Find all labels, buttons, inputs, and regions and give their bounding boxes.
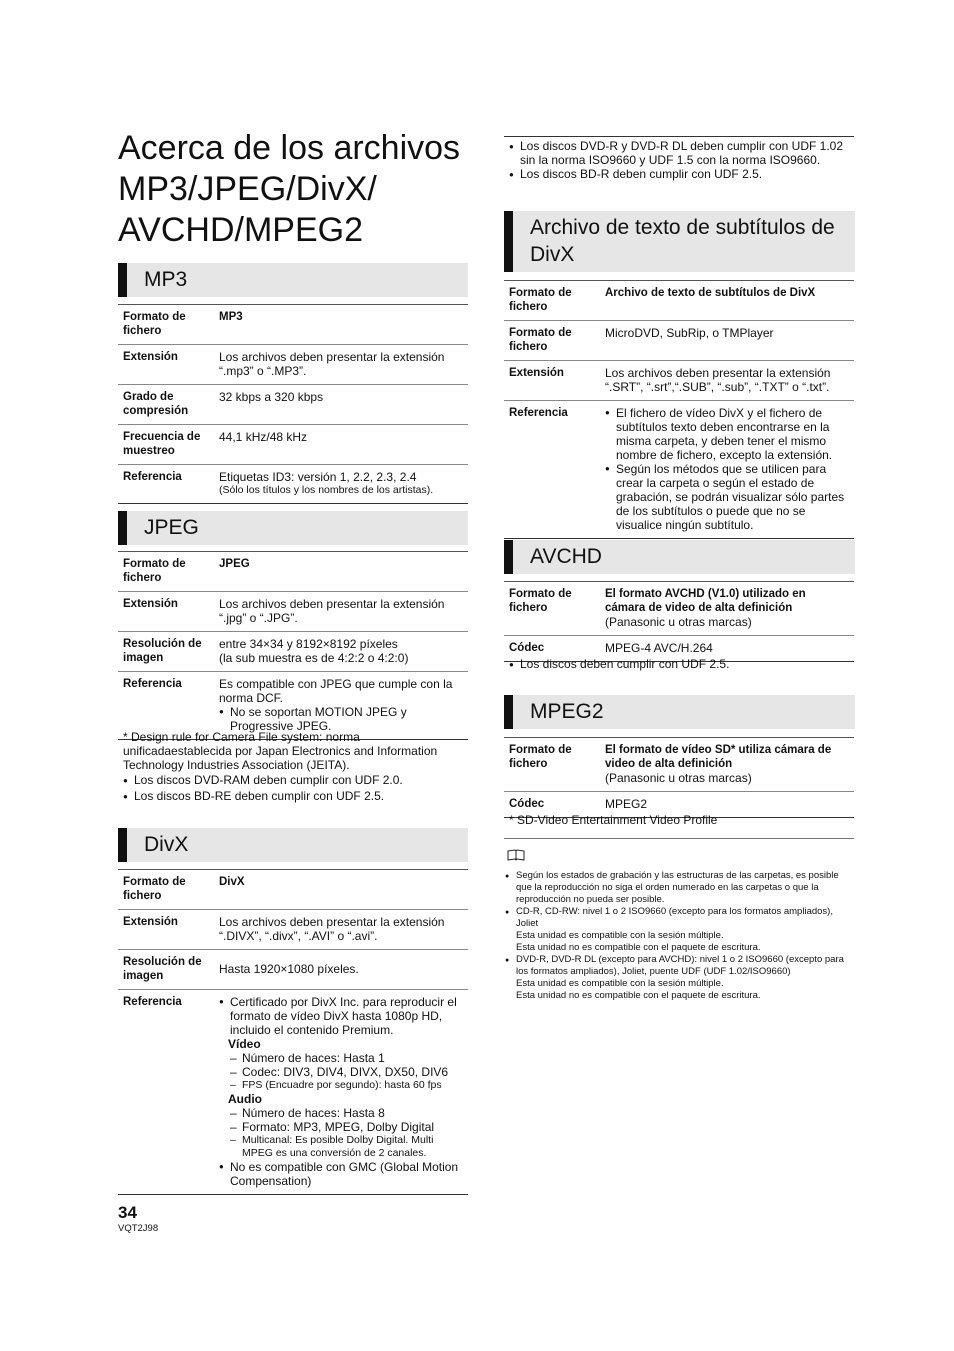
section-heading-avchd: AVCHD	[504, 540, 855, 574]
table-row: Formato de fichero El formato de vídeo SD* utiliza cámara de video de alta definición (Panasonic u otras marcas)	[504, 738, 854, 792]
jpeg-table	[118, 551, 468, 740]
table-row: Resolución de imagen entre 34×34 y 8192×8192 píxeles (la sub muestra es de 4:2:2 o 4:2:0)	[118, 632, 468, 672]
divider	[504, 136, 854, 137]
mp3-table	[118, 304, 468, 504]
table-row: Extensión Los archivos deben presentar la extensión “.DIVX”, “.divx”, “.AVI” o “.avi”.	[118, 910, 468, 950]
table-row: Referencia Etiquetas ID3: versión 1, 2.2, 2.3, 2.4 (Sólo los títulos y los nombres de los artistas).	[118, 465, 468, 504]
table-row: Formato de fichero El formato AVCHD (V1.0) utilizado en cámara de video de alta definición (Panasonic u otras marcas)	[504, 582, 854, 636]
table-row: Grado de compresión 32 kbps a 320 kbps	[118, 385, 468, 425]
table-row: Referencia ● Certificado por DivX Inc. para reproducir el formato de vídeo DivX hasta 1080p HD, incluido el contenido Premium. Vídeo – Número de haces: Hasta 1 – Codec: DIV3, DIV4, DIVX, DX50, DIV6 – FPS (Encuadre por segundo): hasta 60 fps Audio – Número de haces: Hasta 8 – Formato: MP3, MPEG, Dolby Digital – Multicanal: Es posible Dolby Digital. Multi MPEG es una conversión de 2 canales. ● No es compatible con GMC (Global Motion Compensation)	[118, 990, 468, 1195]
table-row: Extensión Los archivos deben presentar la extensión “.mp3” o “.MP3”.	[118, 345, 468, 385]
table-row: Resolución de imagen Hasta 1920×1080 píxeles.	[118, 950, 468, 990]
table-row: Formato de fichero Archivo de texto de subtítulos de DivX	[504, 281, 854, 321]
table-row: Extensión Los archivos deben presentar la extensión “.SRT”, “.srt”,“.SUB”, “.sub”, “.TXT” o “.txt”.	[504, 361, 854, 401]
table-row: Códec MPEG2	[504, 792, 854, 818]
mpeg2-note: * SD-Video Entertainment Video Profile	[509, 813, 718, 827]
section-heading-mp3: MP3	[118, 263, 468, 297]
disc-notes: ● Los discos DVD-R y DVD-R DL deben cumplir con UDF 1.02 sin la norma ISO9660 y UDF 1.5 con la norma ISO9660. ● Los discos BD-R deben cumplir con UDF 2.5.	[509, 139, 854, 181]
table-row: Formato de fichero JPEG	[118, 552, 468, 592]
avchd-table	[504, 581, 854, 662]
table-row: Referencia Es compatible con JPEG que cumple con la norma DCF. ● No se soportan MOTION JPEG y Progressive JPEG.	[118, 672, 468, 740]
section-heading-jpeg: JPEG	[118, 511, 468, 545]
table-row: Extensión Los archivos deben presentar la extensión “.jpg” o “.JPG”.	[118, 592, 468, 632]
page-number: 34	[118, 1203, 137, 1222]
avchd-note: ● Los discos deben cumplir con UDF 2.5.	[509, 657, 854, 671]
jpeg-notes: * Design rule for Camera File system: norma unificadaestablecida por Japan Electronics and Information Technology Industries Association (JEITA). ● Los discos DVD-RAM deben cumplir con UDF 2.0. ● Los discos BD-RE deben cumplir con UDF 2.5.	[118, 730, 468, 803]
table-row: Códec MPEG-4 AVC/H.264	[504, 636, 854, 662]
section-heading-subtitles: Archivo de texto de subtítulos de DivX	[504, 211, 855, 272]
footnotes: ● Según los estados de grabación y las estructuras de las carpetas, es posible que la reproducción no siga el orden numerado en las carpetas o que la reproducción no pueda ser posible. ● CD-R, CD-RW: nivel 1 o 2 ISO9660 (excepto para los formatos ampliados), Joliet Esta unidad es compatible con la sesión múltiple. Esta unidad no es compatible con el paquete de escritura. ● DVD-R, DVD-R DL (excepto para AVCHD): nivel 1 o 2 ISO9660 (excepto para los formatos ampliados), Joliet, puente UDF (UDF 1.02/ISO9660) Esta unidad es compatible con la sesión múltiple. Esta unidad no es compatible con el paquete de escritura.	[505, 870, 855, 1002]
subtitles-table	[504, 280, 854, 539]
divx-table	[118, 869, 468, 1195]
book-icon	[507, 848, 525, 866]
document-code: VQT2J98	[118, 1223, 159, 1234]
table-row: Frecuencia de muestreo 44,1 kHz/48 kHz	[118, 425, 468, 465]
mpeg2-table	[504, 737, 854, 818]
table-row: Formato de fichero MicroDVD, SubRip, o TMPlayer	[504, 321, 854, 361]
section-heading-mpeg2: MPEG2	[504, 695, 855, 729]
section-heading-divx: DivX	[118, 828, 468, 862]
divider	[504, 838, 854, 839]
table-row: Formato de fichero DivX	[118, 870, 468, 910]
table-row: Referencia ● El fichero de vídeo DivX y el fichero de subtítulos texto deben encontrarse en la misma carpeta, y deben tener el mismo nombre de fichero, excepto la extensión. ● Según los métodos que se utilicen para crear la carpeta o según el estado de grabación, se podrán visualizar sólo partes de los subtítulos o puede que no se visualice ningún subtítulo.	[504, 401, 854, 539]
table-row: Formato de fichero MP3	[118, 305, 468, 345]
page-title: Acerca de los archivos MP3/JPEG/DivX/ AVCHD/MPEG2	[118, 129, 461, 249]
